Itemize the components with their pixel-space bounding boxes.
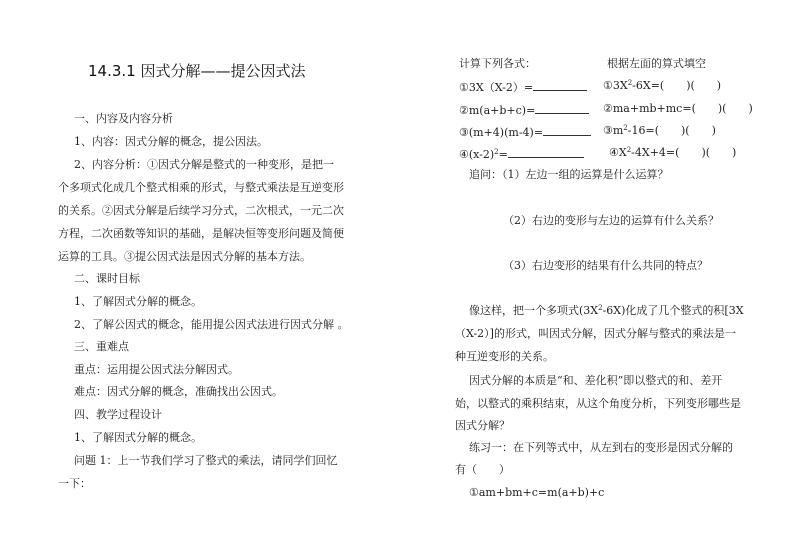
paragraph-line: 1、了解因式分解的概念。 (74, 431, 202, 444)
follow-up-question: （2）右边的变形与左边的运算有什么关系？ (503, 214, 719, 227)
answer-blank[interactable] (533, 79, 587, 91)
answer-blank[interactable] (543, 124, 591, 136)
paragraph-line: 问题 1：上一节我们学习了整式的乘法，请同学们回忆 (74, 454, 338, 467)
paragraph-line: 运算的工具。③提公因式法是因式分解的基本方法。 (58, 250, 311, 263)
paragraph-line: 始，以整式的乘积结束，从这个角度分析，下列变形哪些是 (455, 397, 741, 410)
paragraph-line: 难点：因式分解的概念，准确找出公因式。 (74, 385, 283, 398)
expression-left: ②m(a+b+c)= (459, 102, 589, 118)
exercise-header-right: 根据左面的算式填空 (607, 57, 706, 70)
follow-up-question: 追问：（1）左边一组的运算是什么运算？ (469, 168, 669, 181)
section-heading: 四、教学过程设计 (74, 408, 162, 421)
paragraph-line: 1、了解因式分解的概念。 (74, 295, 202, 308)
expression-left: ③(m+4)(m-4)= (459, 124, 591, 140)
section-heading: 三、重难点 (74, 340, 129, 353)
expression-right: $①3X^2-6X=$( )( ) (603, 79, 722, 92)
paragraph-line: 一下： (58, 477, 91, 490)
paragraph-line: 像这样，把一个多项式$(3X^2-6X)$化成了几个整式的积[3X (469, 304, 744, 317)
exercise-header-left: 计算下列各式： (459, 57, 536, 70)
expression-right: ②ma+mb+mc=( )( ) (603, 102, 753, 115)
paragraph-line: 个多项式化成几个整式相乘的形式，与整式乘法是互逆变形 (58, 181, 344, 194)
answer-blank[interactable] (535, 102, 589, 114)
answer-blank[interactable] (508, 146, 584, 158)
expression-right: $④X^2-4X+4=$( )( ) (609, 146, 737, 159)
expression-left: ①3X（X-2）= (459, 79, 587, 95)
paragraph-line: 1、内容：因式分解的概念，提公因法。 (74, 135, 268, 148)
paragraph-line: 因式分解的本质是“和、差化积”即以整式的和、差开 (469, 374, 723, 387)
paragraph-line: 重点：运用提公因式法分解因式。 (74, 363, 239, 376)
paragraph-line: 方程，二次函数等知识的基础，是解决恒等变形问题及简便 (58, 227, 344, 240)
expression-right: $③m^2-16=$( )( ) (603, 124, 716, 137)
section-heading: 二、课时目标 (74, 272, 140, 285)
follow-up-question: （3）右边变形的结果有什么共同的特点？ (503, 259, 708, 272)
page-title: 14.3.1 因式分解——提公因式法 (88, 62, 306, 80)
paragraph-line: 因式分解？ (455, 419, 510, 432)
paragraph-line: 2、了解公因式的概念，能用提公因式法进行因式分解 。 (74, 318, 349, 331)
paragraph-line: （X-2）]的形式，叫因式分解，因式分解与整式的乘法是一 (455, 327, 736, 340)
paragraph-line: 有（ ） (455, 463, 510, 476)
paragraph-line: 2、内容分析：①因式分解是整式的一种变形，是把一 (74, 158, 334, 171)
paragraph-line: 的关系。②因式分解是后续学习分式，二次根式，一元二次 (58, 204, 344, 217)
expression-left: $④(x-2)^2=$ (459, 146, 584, 162)
paragraph-line: 种互逆变形的关系。 (455, 350, 554, 363)
paragraph-line: ①am+bm+c=m(a+b)+c (469, 486, 605, 499)
paragraph-line: 练习一：在下列等式中，从左到右的变形是因式分解的 (469, 441, 733, 454)
section-heading: 一、内容及内容分析 (74, 112, 173, 125)
